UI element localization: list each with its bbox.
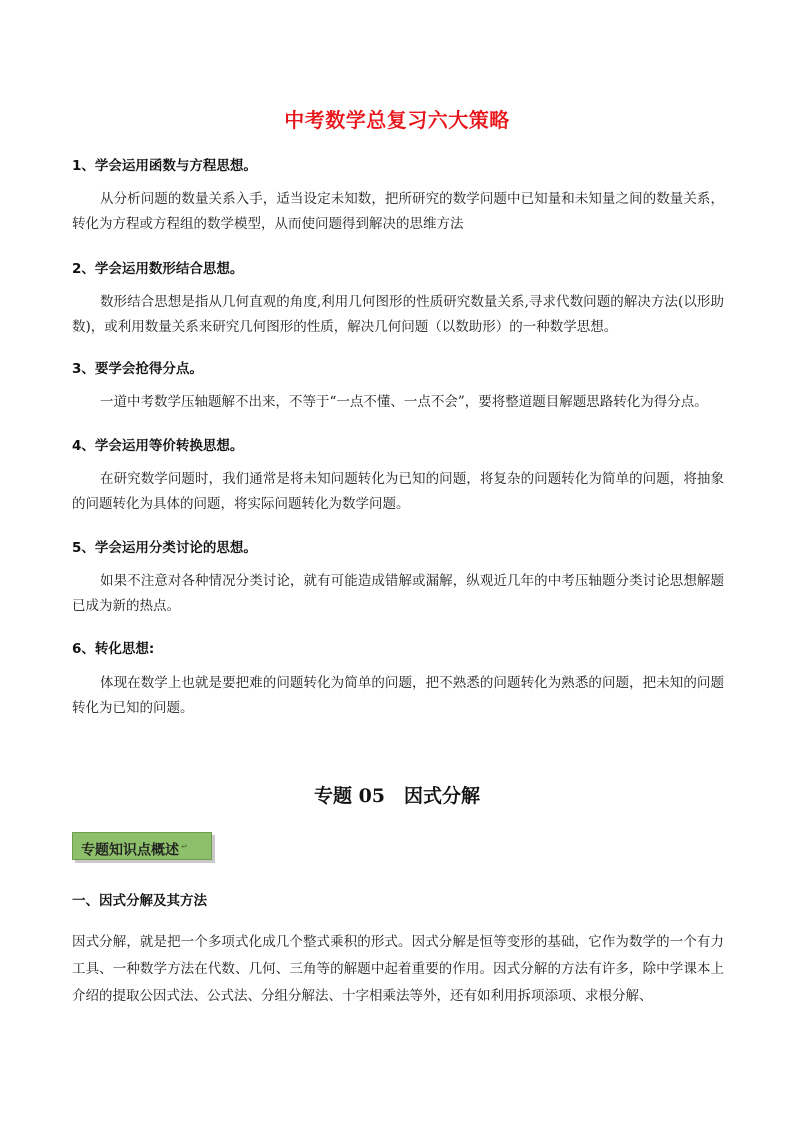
strategy-6-body: 体现在数学上也就是要把难的问题转化为简单的问题，把不熟悉的问题转化为熟悉的问题，把未知的问题转化为已知的问题。 xyxy=(72,675,724,716)
strategy-2-heading: 2、学会运用数形结合思想。 xyxy=(72,261,244,277)
strategy-4-heading: 4、学会运用等价转换思想。 xyxy=(72,438,244,454)
section-heading: 一、因式分解及其方法 xyxy=(72,893,207,909)
strategy-3-body: 一道中考数学压轴题解不出来，不等于“一点不懂、一点不会”，要将整道题目解题思路转化为得分点。 xyxy=(100,394,708,410)
strategy-4-body: 在研究数学问题时，我们通常是将未知问题转化为已知的问题，将复杂的问题转化为简单的问题，将抽象的问题转化为具体的问题，将实际问题转化为数学问题。 xyxy=(72,471,724,512)
strategy-5-body: 如果不注意对各种情况分类讨论，就有可能造成错解或漏解，纵观近几年的中考压轴题分类讨论思想解题已成为新的热点。 xyxy=(72,573,724,614)
paragraph-mark-icon: ↵ xyxy=(181,842,188,851)
strategy-3-heading: 3、要学会抢得分点。 xyxy=(72,361,203,377)
strategy-6-heading: 6、转化思想: xyxy=(72,641,155,657)
page-title: 中考数学总复习六大策略 xyxy=(284,108,510,132)
strategy-2-body: 数形结合思想是指从几何直观的角度,利用几何图形的性质研究数量关系,寻求代数问题的解决方法(以形助数)，或利用数量关系来研究几何图形的性质，解决几何问题（以数助形）的一种数学思想。 xyxy=(72,294,724,335)
strategy-1-heading: 1、学会运用函数与方程思想。 xyxy=(72,158,257,174)
section-body: 因式分解，就是把一个多项式化成几个整式乘积的形式。因式分解是恒等变形的基础，它作为数学的一个有力工具、一种数学方法在代数、几何、三角等的解题中起着重要的作用。因式分解的方法有许多，除中学课本上介绍的提取公因式法、公式法、分组分解法、十字相乘法等外，还有如利用拆项添项、求根分解、 xyxy=(72,934,724,1004)
badge-label: 专题知识点概述 xyxy=(81,842,179,859)
topic-title: 专题 05 因式分解 xyxy=(313,785,481,807)
strategy-1-body: 从分析问题的数量关系入手，适当设定未知数，把所研究的数学问题中已知量和未知量之间的数量关系，转化为方程或方程组的数学模型，从而使问题得到解决的思维方法 xyxy=(72,191,724,232)
topic-overview-badge xyxy=(72,832,212,860)
strategy-5-heading: 5、学会运用分类讨论的思想。 xyxy=(72,540,257,556)
